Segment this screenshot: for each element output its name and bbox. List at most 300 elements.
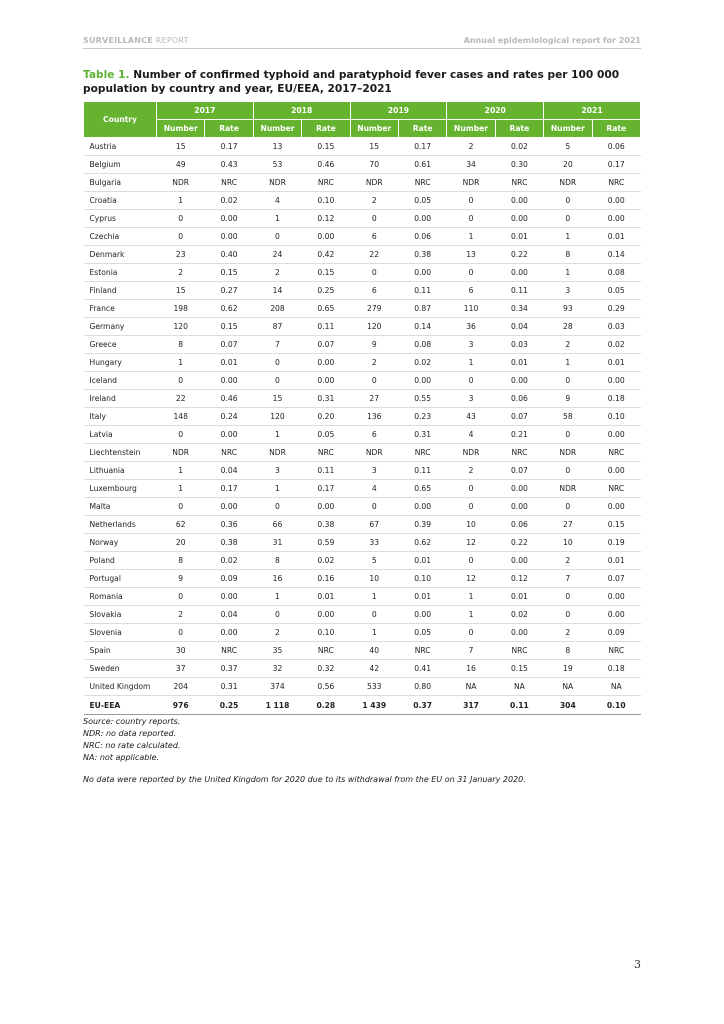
rate-cell: 0.46	[205, 390, 253, 408]
number-cell: 0	[447, 372, 495, 390]
rate-cell: 0.15	[302, 264, 350, 282]
number-cell: 15	[157, 282, 205, 300]
rate-cell: 0.12	[495, 570, 543, 588]
number-cell: 13	[253, 138, 301, 156]
rate-cell: 0.00	[592, 372, 640, 390]
number-cell: 6	[350, 282, 398, 300]
rate-cell: 0.00	[205, 210, 253, 228]
rate-cell: 0.59	[302, 534, 350, 552]
number-header-2017: Number	[157, 120, 205, 138]
rate-cell: 0.21	[495, 426, 543, 444]
number-cell: 136	[350, 408, 398, 426]
number-cell: 5	[350, 552, 398, 570]
rate-cell: 0.00	[398, 372, 446, 390]
number-cell: 1	[157, 192, 205, 210]
rate-cell: 0.10	[398, 570, 446, 588]
number-cell: 8	[157, 552, 205, 570]
number-cell: 1 439	[350, 696, 398, 715]
country-cell: Poland	[84, 552, 157, 570]
table-body	[84, 138, 641, 715]
rate-cell: NRC	[205, 444, 253, 462]
country-cell: Spain	[84, 642, 157, 660]
rate-cell: 0.00	[398, 264, 446, 282]
number-cell: 14	[253, 282, 301, 300]
rate-cell: 0.00	[495, 498, 543, 516]
number-cell: 3	[447, 336, 495, 354]
rate-cell: 0.00	[495, 624, 543, 642]
rate-cell: 0.00	[495, 210, 543, 228]
rate-cell: 0.00	[592, 462, 640, 480]
number-cell: 3	[544, 282, 592, 300]
rate-cell: 0.80	[398, 678, 446, 696]
country-column-header: Country	[84, 102, 157, 138]
number-cell: 0	[253, 354, 301, 372]
number-cell: 1	[447, 588, 495, 606]
number-cell: 87	[253, 318, 301, 336]
number-cell: 12	[447, 534, 495, 552]
rate-cell: 0.05	[592, 282, 640, 300]
rate-cell: 0.11	[398, 462, 446, 480]
number-cell: 0	[544, 498, 592, 516]
number-cell: 58	[544, 408, 592, 426]
table-row	[84, 354, 641, 372]
number-cell: 53	[253, 156, 301, 174]
number-cell: 1	[447, 228, 495, 246]
number-cell: 0	[544, 462, 592, 480]
rate-cell: 0.00	[205, 228, 253, 246]
number-cell: 8	[253, 552, 301, 570]
number-cell: 16	[253, 570, 301, 588]
country-cell: Slovenia	[84, 624, 157, 642]
rate-cell: 0.00	[205, 624, 253, 642]
number-cell: 2	[350, 192, 398, 210]
year-header-row	[84, 102, 641, 120]
rate-cell: 0.15	[495, 660, 543, 678]
rate-cell: NRC	[205, 642, 253, 660]
number-cell: 62	[157, 516, 205, 534]
number-cell: 0	[350, 264, 398, 282]
number-cell: 0	[447, 624, 495, 642]
rate-cell: 0.00	[592, 498, 640, 516]
table-row	[84, 498, 641, 516]
number-cell: NDR	[544, 174, 592, 192]
number-cell: 0	[447, 498, 495, 516]
rate-header-2020: Rate	[495, 120, 543, 138]
number-cell: 31	[253, 534, 301, 552]
rate-cell: 0.37	[205, 660, 253, 678]
number-cell: 9	[544, 390, 592, 408]
country-cell: Estonia	[84, 264, 157, 282]
table-title-label: Table 1.	[83, 69, 130, 81]
table-row	[84, 534, 641, 552]
rate-cell: 0.08	[592, 264, 640, 282]
table-notes	[83, 716, 526, 786]
number-cell: 204	[157, 678, 205, 696]
rate-cell: 0.06	[398, 228, 446, 246]
rate-cell: 0.34	[495, 300, 543, 318]
table-row	[84, 246, 641, 264]
rate-cell: 0.65	[302, 300, 350, 318]
rate-cell: 0.62	[205, 300, 253, 318]
rate-cell: 0.00	[592, 588, 640, 606]
running-header-left	[83, 36, 189, 45]
number-cell: 36	[447, 318, 495, 336]
number-cell: 20	[544, 156, 592, 174]
rate-cell: 0.17	[592, 156, 640, 174]
number-cell: 0	[544, 426, 592, 444]
rate-cell: 0.15	[592, 516, 640, 534]
rate-cell: 0.11	[495, 696, 543, 715]
number-header-2019: Number	[350, 120, 398, 138]
number-cell: 1	[157, 462, 205, 480]
rate-cell: NRC	[205, 174, 253, 192]
number-cell: 208	[253, 300, 301, 318]
page-number: 3	[634, 958, 641, 971]
number-cell: 8	[544, 246, 592, 264]
number-cell: 7	[544, 570, 592, 588]
rate-cell: 0.00	[495, 192, 543, 210]
table-row	[84, 516, 641, 534]
number-cell: 1	[447, 354, 495, 372]
country-cell: Norway	[84, 534, 157, 552]
rate-cell: 0.14	[398, 318, 446, 336]
number-cell: 43	[447, 408, 495, 426]
country-cell: Finland	[84, 282, 157, 300]
number-cell: 0	[253, 606, 301, 624]
number-cell: NDR	[157, 444, 205, 462]
country-cell: Germany	[84, 318, 157, 336]
number-cell: 8	[157, 336, 205, 354]
country-cell: Sweden	[84, 660, 157, 678]
country-cell: Luxembourg	[84, 480, 157, 498]
rate-cell: 0.07	[495, 408, 543, 426]
number-cell: 0	[157, 624, 205, 642]
number-cell: 0	[447, 552, 495, 570]
number-cell: 0	[157, 228, 205, 246]
number-cell: 1	[350, 624, 398, 642]
number-cell: 304	[544, 696, 592, 715]
number-cell: 40	[350, 642, 398, 660]
country-cell: Belgium	[84, 156, 157, 174]
country-cell: Liechtenstein	[84, 444, 157, 462]
number-cell: 6	[350, 228, 398, 246]
number-cell: 0	[350, 210, 398, 228]
number-cell: 1	[253, 588, 301, 606]
number-cell: 15	[350, 138, 398, 156]
rate-cell: 0.05	[302, 426, 350, 444]
rate-cell: 0.37	[398, 696, 446, 715]
table-row	[84, 138, 641, 156]
number-cell: 4	[253, 192, 301, 210]
rate-cell: 0.00	[495, 552, 543, 570]
rate-header-2019: Rate	[398, 120, 446, 138]
number-cell: NDR	[544, 444, 592, 462]
number-cell: 4	[447, 426, 495, 444]
number-cell: 22	[157, 390, 205, 408]
rate-cell: 0.07	[592, 570, 640, 588]
number-cell: 1	[447, 606, 495, 624]
number-cell: 34	[447, 156, 495, 174]
number-cell: 0	[157, 210, 205, 228]
rate-cell: NRC	[302, 642, 350, 660]
rate-cell: 0.06	[495, 516, 543, 534]
number-cell: 0	[157, 426, 205, 444]
note-uk: No data were reported by the United Kingdom for 2020 due to its withdrawal from the EU on 31 January 2020.	[83, 775, 526, 784]
number-cell: 27	[350, 390, 398, 408]
country-cell: Cyprus	[84, 210, 157, 228]
number-cell: 0	[544, 606, 592, 624]
number-cell: 10	[544, 534, 592, 552]
rate-cell: 0.31	[205, 678, 253, 696]
table-row	[84, 318, 641, 336]
rate-cell: NRC	[592, 444, 640, 462]
number-cell: 9	[350, 336, 398, 354]
rate-cell: 0.25	[302, 282, 350, 300]
table-row	[84, 678, 641, 696]
table-row	[84, 660, 641, 678]
table-row	[84, 390, 641, 408]
rate-cell: 0.08	[398, 336, 446, 354]
header-bold: SURVEILLANCE	[83, 36, 153, 45]
rate-cell: 0.38	[398, 246, 446, 264]
year-header-2020: 2020	[447, 102, 544, 120]
rate-cell: 0.87	[398, 300, 446, 318]
rate-cell: 0.01	[495, 588, 543, 606]
country-cell: Croatia	[84, 192, 157, 210]
rate-cell: 0.00	[398, 498, 446, 516]
country-cell: Portugal	[84, 570, 157, 588]
note-ndr: NDR: no data reported.	[83, 729, 177, 738]
rate-header-2021: Rate	[592, 120, 640, 138]
country-cell: Greece	[84, 336, 157, 354]
header-light: REPORT	[155, 36, 189, 45]
number-cell: 1 118	[253, 696, 301, 715]
number-cell: 66	[253, 516, 301, 534]
rate-cell: 0.23	[398, 408, 446, 426]
rate-cell: 0.04	[205, 462, 253, 480]
rate-cell: 0.01	[592, 552, 640, 570]
rate-cell: 0.15	[302, 138, 350, 156]
table-row	[84, 210, 641, 228]
number-cell: NDR	[447, 174, 495, 192]
number-cell: 67	[350, 516, 398, 534]
number-cell: 10	[350, 570, 398, 588]
rate-cell: 0.03	[495, 336, 543, 354]
rate-cell: 0.32	[302, 660, 350, 678]
rate-cell: 0.01	[495, 354, 543, 372]
rate-cell: 0.42	[302, 246, 350, 264]
rate-cell: 0.05	[398, 192, 446, 210]
number-cell: 1	[253, 426, 301, 444]
country-cell: Bulgaria	[84, 174, 157, 192]
number-cell: NDR	[350, 174, 398, 192]
number-cell: 0	[350, 372, 398, 390]
rate-cell: 0.00	[398, 606, 446, 624]
table-row	[84, 156, 641, 174]
number-cell: 1	[157, 354, 205, 372]
number-cell: 0	[544, 192, 592, 210]
table-row	[84, 642, 641, 660]
number-cell: 30	[157, 642, 205, 660]
number-cell: 2	[544, 336, 592, 354]
number-cell: 533	[350, 678, 398, 696]
rate-cell: 0.20	[302, 408, 350, 426]
rate-cell: 0.00	[302, 372, 350, 390]
number-cell: NA	[544, 678, 592, 696]
rate-cell: 0.00	[592, 210, 640, 228]
year-header-2017: 2017	[157, 102, 254, 120]
number-cell: 20	[157, 534, 205, 552]
rate-cell: 0.00	[302, 228, 350, 246]
rate-cell: NRC	[398, 444, 446, 462]
number-cell: 93	[544, 300, 592, 318]
number-cell: 27	[544, 516, 592, 534]
rate-cell: NRC	[495, 174, 543, 192]
note-source: Source: country reports.	[83, 717, 181, 726]
number-cell: 7	[253, 336, 301, 354]
rate-cell: 0.00	[495, 264, 543, 282]
rate-cell: 0.01	[302, 588, 350, 606]
rate-cell: 0.02	[592, 336, 640, 354]
rate-cell: NRC	[302, 174, 350, 192]
rate-cell: 0.00	[205, 498, 253, 516]
rate-cell: 0.12	[302, 210, 350, 228]
rate-cell: 0.11	[302, 318, 350, 336]
rate-cell: NRC	[592, 174, 640, 192]
table-row	[84, 606, 641, 624]
number-cell: 279	[350, 300, 398, 318]
rate-cell: 0.30	[495, 156, 543, 174]
rate-cell: 0.62	[398, 534, 446, 552]
rate-cell: 0.00	[205, 588, 253, 606]
rate-cell: 0.02	[205, 192, 253, 210]
rate-cell: 0.11	[495, 282, 543, 300]
rate-cell: 0.01	[592, 228, 640, 246]
country-cell: Italy	[84, 408, 157, 426]
total-row	[84, 696, 641, 715]
rate-cell: 0.18	[592, 390, 640, 408]
header-divider	[83, 48, 641, 49]
number-cell: 0	[350, 498, 398, 516]
rate-cell: 0.17	[205, 138, 253, 156]
rate-cell: 0.22	[495, 534, 543, 552]
number-cell: 1	[253, 210, 301, 228]
country-cell: Austria	[84, 138, 157, 156]
number-cell: 110	[447, 300, 495, 318]
rate-cell: 0.41	[398, 660, 446, 678]
table-row	[84, 372, 641, 390]
rate-cell: 0.17	[302, 480, 350, 498]
number-cell: 2	[544, 552, 592, 570]
year-header-2019: 2019	[350, 102, 447, 120]
country-cell: United Kingdom	[84, 678, 157, 696]
rate-cell: 0.01	[205, 354, 253, 372]
number-cell: 0	[544, 210, 592, 228]
country-cell: Romania	[84, 588, 157, 606]
rate-cell: 0.15	[205, 318, 253, 336]
rate-cell: 0.10	[302, 624, 350, 642]
rate-cell: 0.01	[495, 228, 543, 246]
number-cell: 1	[544, 264, 592, 282]
number-cell: NDR	[350, 444, 398, 462]
table-row	[84, 174, 641, 192]
number-cell: 3	[447, 390, 495, 408]
number-cell: 15	[253, 390, 301, 408]
number-cell: 1	[544, 354, 592, 372]
rate-cell: 0.02	[302, 552, 350, 570]
rate-cell: 0.07	[302, 336, 350, 354]
country-cell: EU-EEA	[84, 696, 157, 715]
number-cell: 0	[544, 588, 592, 606]
number-cell: 0	[544, 372, 592, 390]
table-title-text: Number of confirmed typhoid and paratyphoid fever cases and rates per 100 000 population by country and year, EU/EEA, 2017–2021	[83, 69, 620, 95]
country-cell: Netherlands	[84, 516, 157, 534]
table-row	[84, 552, 641, 570]
cases-table	[83, 101, 641, 715]
rate-cell: 0.04	[205, 606, 253, 624]
number-cell: 7	[447, 642, 495, 660]
number-cell: 1	[253, 480, 301, 498]
rate-cell: 0.24	[205, 408, 253, 426]
note-nrc: NRC: no rate calculated.	[83, 741, 181, 750]
number-cell: 0	[447, 264, 495, 282]
country-cell: France	[84, 300, 157, 318]
rate-cell: 0.61	[398, 156, 446, 174]
rate-cell: 0.38	[205, 534, 253, 552]
number-cell: NDR	[544, 480, 592, 498]
rate-cell: 0.00	[495, 480, 543, 498]
rate-cell: 0.17	[398, 138, 446, 156]
number-cell: NA	[447, 678, 495, 696]
number-cell: 2	[447, 462, 495, 480]
rate-cell: 0.00	[302, 606, 350, 624]
rate-cell: 0.01	[592, 354, 640, 372]
country-cell: Ireland	[84, 390, 157, 408]
table-row	[84, 444, 641, 462]
rate-cell: 0.31	[398, 426, 446, 444]
rate-cell: 0.06	[592, 138, 640, 156]
rate-cell: 0.00	[398, 210, 446, 228]
number-cell: 976	[157, 696, 205, 715]
number-cell: 32	[253, 660, 301, 678]
number-cell: 37	[157, 660, 205, 678]
number-cell: 8	[544, 642, 592, 660]
rate-cell: 0.16	[302, 570, 350, 588]
rate-header-2017: Rate	[205, 120, 253, 138]
rate-cell: NRC	[592, 480, 640, 498]
number-cell: 2	[544, 624, 592, 642]
rate-cell: 0.00	[592, 606, 640, 624]
number-cell: 0	[253, 228, 301, 246]
table-row	[84, 300, 641, 318]
rate-cell: 0.00	[592, 426, 640, 444]
table-row	[84, 588, 641, 606]
rate-cell: 0.02	[205, 552, 253, 570]
table-row	[84, 408, 641, 426]
rate-cell: 0.10	[592, 408, 640, 426]
rate-cell: 0.11	[302, 462, 350, 480]
number-cell: 0	[447, 210, 495, 228]
rate-cell: 0.46	[302, 156, 350, 174]
rate-cell: 0.55	[398, 390, 446, 408]
number-cell: 198	[157, 300, 205, 318]
table-row	[84, 624, 641, 642]
number-cell: 15	[157, 138, 205, 156]
rate-cell: 0.07	[205, 336, 253, 354]
number-cell: 2	[447, 138, 495, 156]
number-cell: 0	[157, 498, 205, 516]
number-cell: 0	[447, 480, 495, 498]
